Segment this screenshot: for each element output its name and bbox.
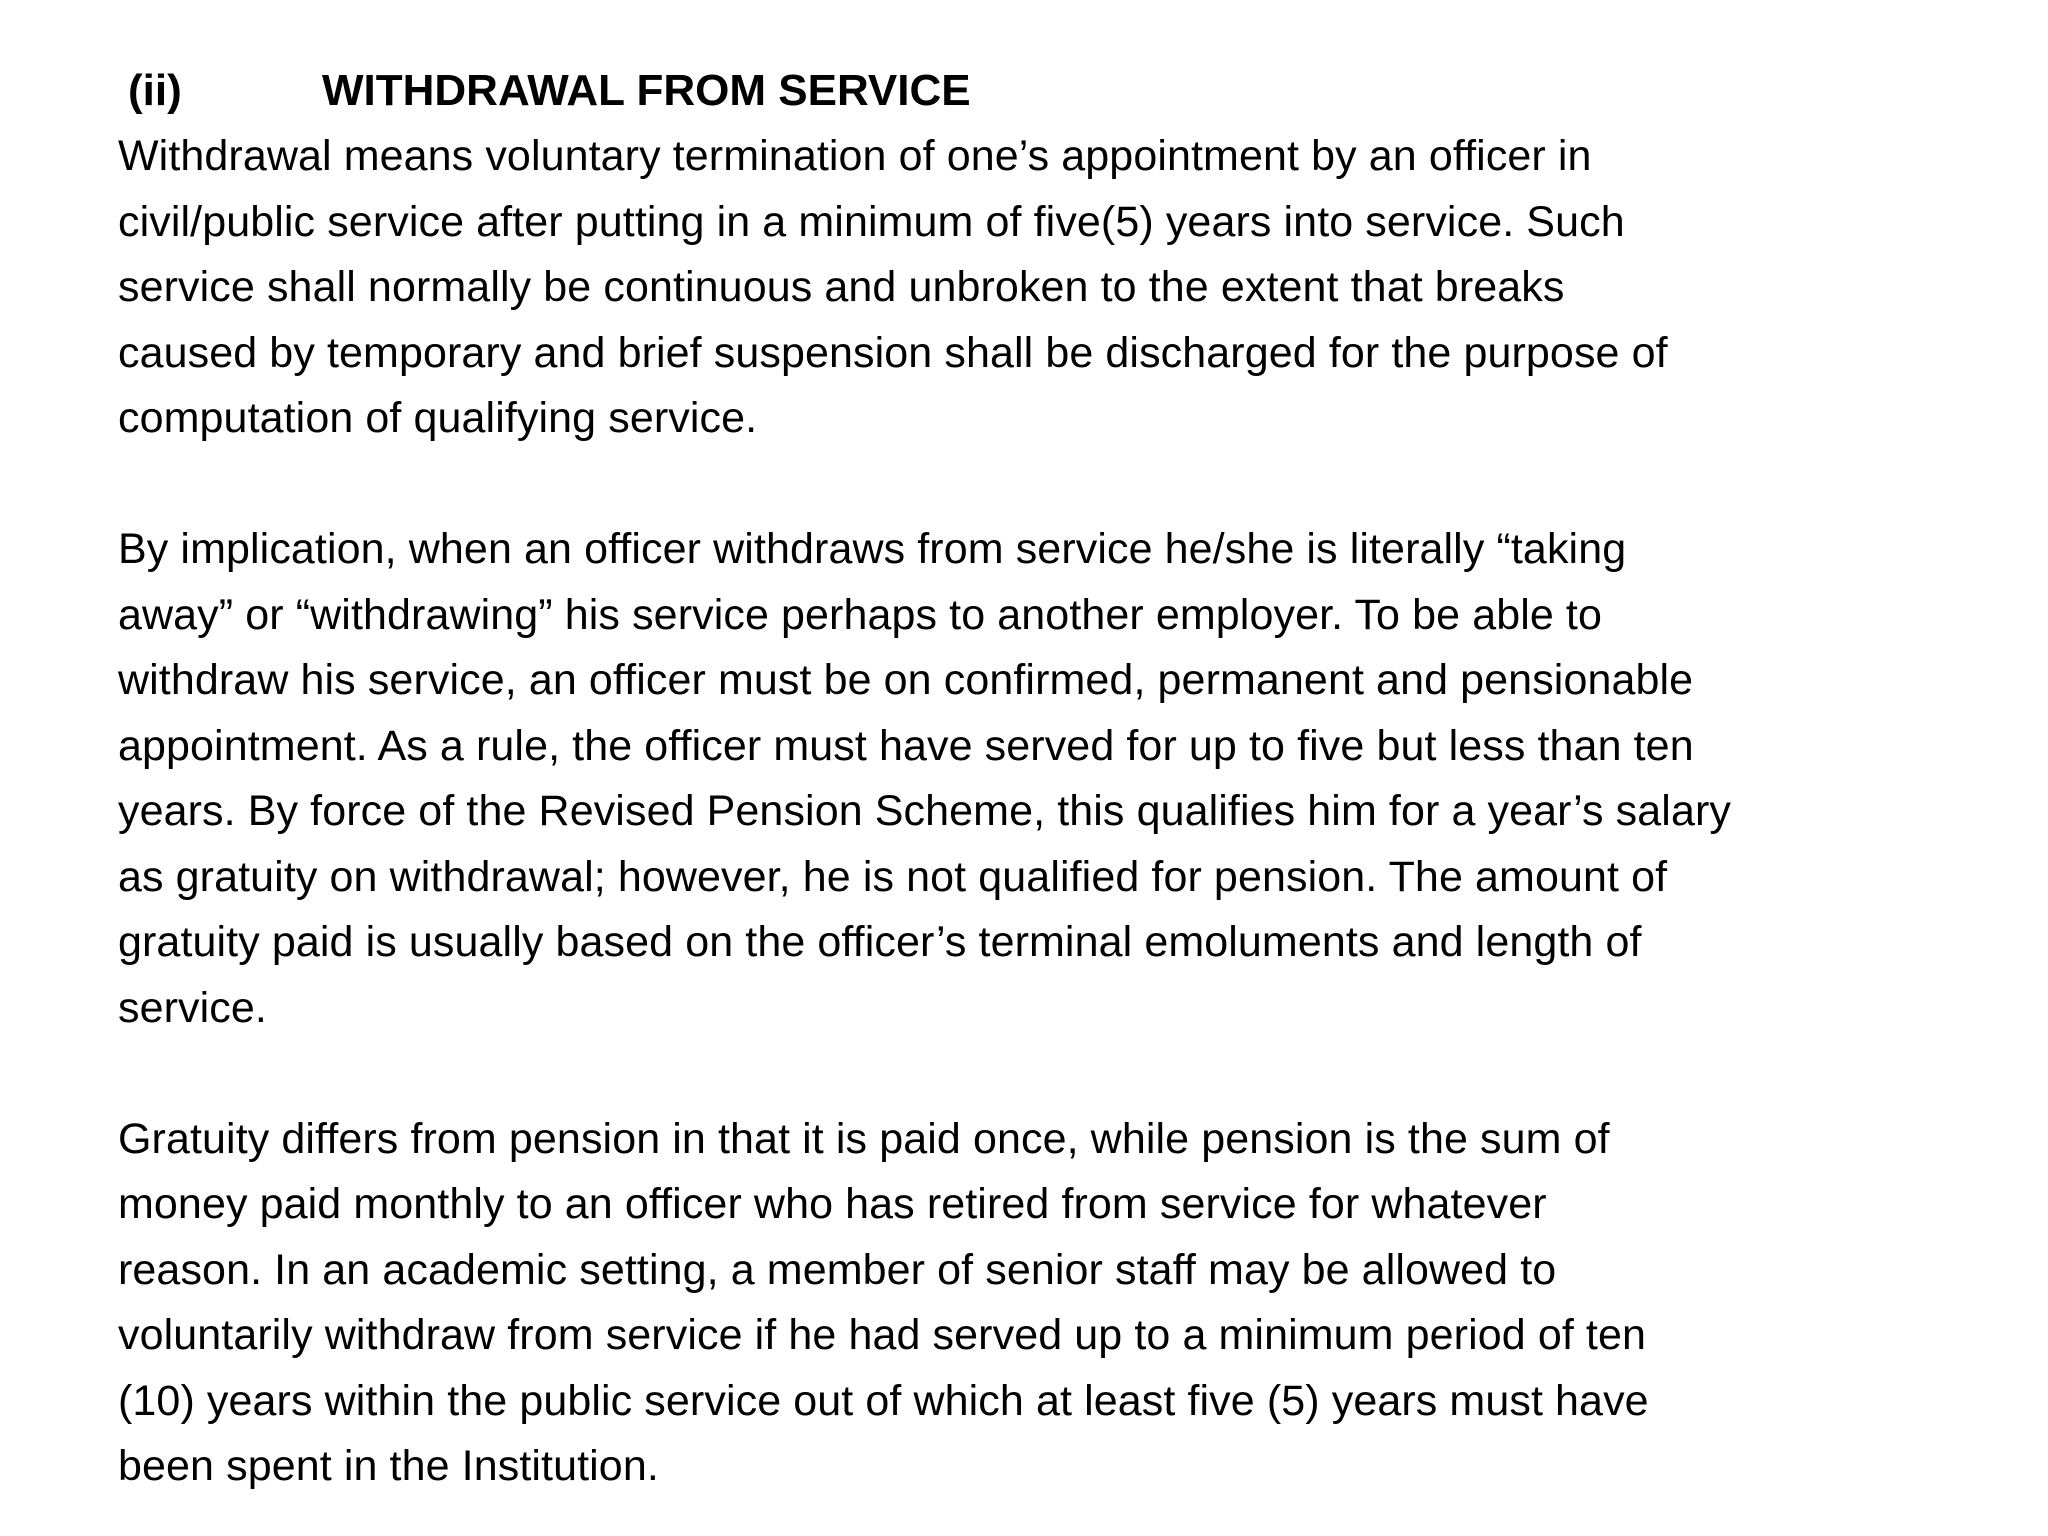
paragraph-line: gratuity paid is usually based on the officer’s terminal emoluments and length of [118, 918, 1642, 966]
paragraph-line: withdraw his service, an officer must be on confirmed, permanent and pensionable [118, 656, 1694, 704]
paragraph-line: (10) years within the public service out of which at least five (5) years must have [118, 1376, 1649, 1425]
paragraph-line: away” or “withdrawing” his service perhaps to another employer. To be able to [118, 590, 1602, 639]
paragraph-line: appointment. As a rule, the officer must have served for up to five but less than ten [118, 721, 1694, 770]
paragraph-implication [118, 517, 1998, 1041]
paragraph-line: computation of qualifying service. [118, 394, 758, 442]
section-heading [128, 58, 1998, 124]
paragraph-line: voluntarily withdraw from service if he had served up to a minimum period of ten [118, 1311, 1647, 1359]
section-title: WITHDRAWAL FROM SERVICE [322, 66, 971, 115]
paragraph-gratuity-pension [118, 1107, 1998, 1500]
paragraph-line: service. [118, 983, 267, 1032]
paragraph-definition [118, 124, 1998, 452]
paragraph-line: By implication, when an officer withdraws from service he/she is literally “taking [118, 525, 1627, 573]
paragraph-line: reason. In an academic setting, a member of senior staff may be allowed to [118, 1245, 1557, 1294]
paragraph-line: money paid monthly to an officer who has retired from service for whatever [118, 1180, 1547, 1228]
paragraph-line: Withdrawal means voluntary termination of one’s appointment by an officer in [118, 132, 1592, 180]
paragraph-line: civil/public service after putting in a minimum of five(5) years into service. Such [118, 197, 1625, 246]
paragraph-line: caused by temporary and brief suspension shall be discharged for the purpose of [118, 328, 1668, 377]
document-body [118, 58, 1998, 1500]
paragraph-line: years. By force of the Revised Pension Scheme, this qualifies him for a year’s salary [118, 787, 1731, 835]
paragraph-line: been spent in the Institution. [118, 1442, 659, 1490]
paragraph-line: as gratuity on withdrawal; however, he is not qualified for pension. The amount of [118, 852, 1668, 901]
paragraph-line: Gratuity differs from pension in that it is paid once, while pension is the sum of [118, 1114, 1610, 1163]
paragraph-line: service shall normally be continuous and unbroken to the extent that breaks [118, 263, 1565, 311]
section-number: (ii) [128, 66, 182, 115]
